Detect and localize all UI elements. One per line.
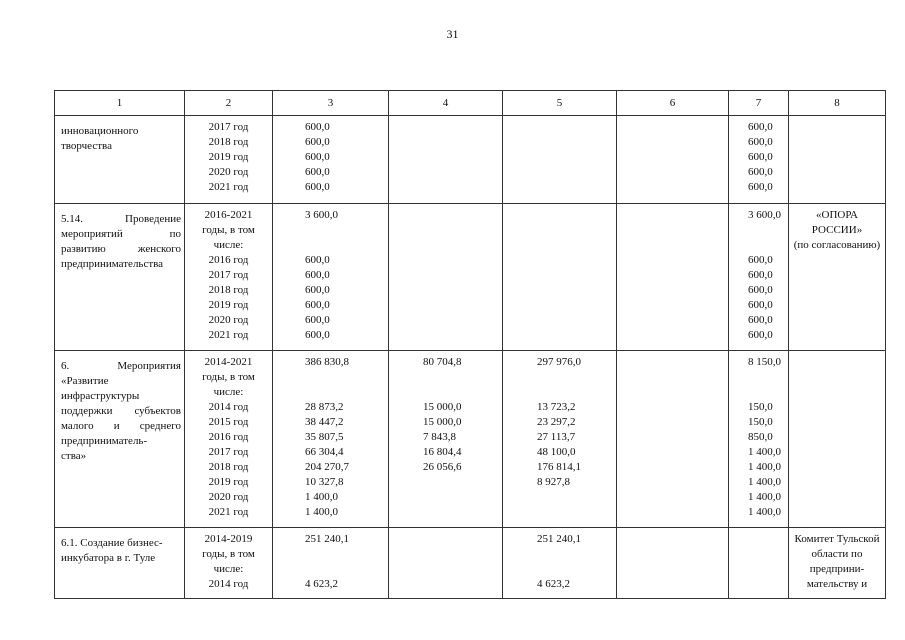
cell-line: 8 150,0 (748, 356, 781, 368)
cell-line: 2021 год (208, 181, 249, 193)
cell-line: 2014-2019 (204, 533, 253, 545)
cell-line (503, 562, 616, 577)
cell-line: мательству и (806, 578, 868, 590)
cell-line (729, 370, 788, 385)
cell-line: «ОПОРА (816, 209, 858, 221)
cell-line: 386 830,8 (305, 356, 349, 368)
header-row (55, 91, 886, 116)
cell-line: 2015 год (208, 416, 249, 428)
cell-col7 (729, 116, 789, 204)
cell-line: 2016 год (208, 254, 249, 266)
cell-line: 5.14. Проведение (61, 213, 181, 225)
cell-line: 600,0 (305, 151, 330, 163)
cell-line: 28 873,2 (305, 401, 344, 413)
cell-line (389, 490, 502, 505)
cell-line (273, 238, 388, 253)
cell-line: малого и среднего (61, 420, 181, 432)
cell-col3 (273, 528, 389, 599)
cell-line: 1 400,0 (748, 461, 781, 473)
cell-line: 2017 год (208, 269, 249, 281)
cell-line: 600,0 (305, 284, 330, 296)
cell-line: 10 327,8 (305, 476, 344, 488)
cell-line: инкубатора в г. Туле (61, 552, 156, 564)
cell-col4 (389, 204, 503, 351)
cell-line: (по согласованию) (793, 239, 881, 251)
cell-line (273, 223, 388, 238)
cell-line: 176 814,1 (537, 461, 581, 473)
cell-col7 (729, 351, 789, 528)
cell-line: 1 400,0 (748, 506, 781, 518)
cell-line: 600,0 (748, 299, 773, 311)
cell-line: числе: (213, 386, 244, 398)
cell-line: 2020 год (208, 491, 249, 503)
cell-col5 (503, 116, 617, 204)
cell-line: 600,0 (748, 136, 773, 148)
table-row (55, 204, 886, 351)
cell-line: 600,0 (305, 329, 330, 341)
cell-line: 600,0 (305, 136, 330, 148)
cell-line: поддержки субъектов (61, 405, 181, 417)
cell-col8 (789, 528, 886, 599)
cell-line (273, 547, 388, 562)
cell-line: 600,0 (305, 314, 330, 326)
cell-line: 2021 год (208, 329, 249, 341)
cell-line (729, 223, 788, 238)
cell-line: развитию женского (61, 243, 181, 255)
cell-col2 (185, 351, 273, 528)
cell-line: 66 304,4 (305, 446, 344, 458)
cell-line: 150,0 (748, 401, 773, 413)
cell-line (273, 385, 388, 400)
cell-col7 (729, 204, 789, 351)
cell-line: 1 400,0 (748, 476, 781, 488)
cell-line: 3 600,0 (305, 209, 338, 221)
table-row (55, 528, 886, 599)
cell-line: 600,0 (748, 181, 773, 193)
cell-col1 (55, 351, 185, 528)
cell-line: 23 297,2 (537, 416, 576, 428)
cell-line: инфраструктуры (61, 390, 140, 402)
cell-line: 204 270,7 (305, 461, 349, 473)
cell-line: 2014 год (208, 401, 249, 413)
cell-col4 (389, 528, 503, 599)
cell-line: «Развитие (61, 375, 109, 387)
cell-line (503, 547, 616, 562)
header-col-4: 4 (389, 91, 503, 116)
header-col-2: 2 (185, 91, 273, 116)
cell-line: 3 600,0 (748, 209, 781, 221)
cell-line: 1 400,0 (748, 491, 781, 503)
cell-line (503, 490, 616, 505)
cell-line: 2019 год (208, 476, 249, 488)
cell-col1 (55, 204, 185, 351)
cell-line: 600,0 (748, 314, 773, 326)
cell-line: области по (811, 548, 863, 560)
cell-col6 (617, 351, 729, 528)
cell-line (503, 370, 616, 385)
cell-line: 1 400,0 (305, 506, 338, 518)
header-col-3: 3 (273, 91, 389, 116)
cell-line: инновационного (61, 125, 139, 137)
cell-line: 2021 год (208, 506, 249, 518)
cell-col8 (789, 204, 886, 351)
cell-line: 2017 год (208, 446, 249, 458)
cell-line: 600,0 (748, 284, 773, 296)
cell-line: 600,0 (748, 151, 773, 163)
cell-line: 2016 год (208, 431, 249, 443)
cell-col3 (273, 204, 389, 351)
cell-line: 2018 год (208, 284, 249, 296)
cell-line (389, 505, 502, 520)
cell-line: 48 100,0 (537, 446, 576, 458)
cell-col6 (617, 204, 729, 351)
cell-line: 13 723,2 (537, 401, 576, 413)
cell-line: 7 843,8 (423, 431, 456, 443)
header-col-8: 8 (789, 91, 886, 116)
cell-line: числе: (213, 563, 244, 575)
cell-line: 80 704,8 (423, 356, 462, 368)
cell-line: 600,0 (748, 329, 773, 341)
cell-line (503, 505, 616, 520)
cell-line: предприниматель- (61, 435, 148, 447)
cell-col5 (503, 528, 617, 599)
cell-col8 (789, 351, 886, 528)
cell-line: предприни- (809, 563, 865, 575)
cell-line (729, 385, 788, 400)
cell-line: 4 623,2 (305, 578, 338, 590)
cell-col5 (503, 204, 617, 351)
cell-line: 2014-2021 (204, 356, 253, 368)
cell-col1 (55, 116, 185, 204)
cell-line: 850,0 (748, 431, 773, 443)
cell-line (389, 370, 502, 385)
cell-col2 (185, 116, 273, 204)
cell-line: 6.1. Создание бизнес- (61, 537, 163, 549)
cell-line: 35 807,5 (305, 431, 344, 443)
table-row (55, 116, 886, 204)
cell-line: 2018 год (208, 461, 249, 473)
header-col-5: 5 (503, 91, 617, 116)
cell-line: 27 113,7 (537, 431, 576, 443)
cell-col4 (389, 116, 503, 204)
cell-col1 (55, 528, 185, 599)
cell-col3 (273, 116, 389, 204)
cell-line: 26 056,6 (423, 461, 462, 473)
cell-line: 2018 год (208, 136, 249, 148)
cell-line: мероприятий по (61, 228, 181, 240)
cell-line: 2020 год (208, 314, 249, 326)
cell-line: годы, в том (202, 548, 255, 560)
cell-line: 600,0 (305, 181, 330, 193)
cell-line: числе: (213, 239, 244, 251)
cell-line (273, 562, 388, 577)
cell-line: предпринимательства (61, 258, 164, 270)
cell-line (503, 385, 616, 400)
page-number: 31 (446, 27, 459, 41)
cell-line: 600,0 (748, 269, 773, 281)
cell-line: 4 623,2 (537, 578, 570, 590)
cell-col6 (617, 528, 729, 599)
cell-line: Комитет Тульской (794, 533, 880, 545)
cell-line: 600,0 (305, 166, 330, 178)
cell-line (389, 385, 502, 400)
header-col-1: 1 (55, 91, 185, 116)
data-table (54, 90, 886, 599)
cell-line: 2020 год (208, 166, 249, 178)
cell-line: 2017 год (208, 121, 249, 133)
cell-line: 600,0 (305, 299, 330, 311)
cell-line: 15 000,0 (423, 401, 462, 413)
cell-line: 251 240,1 (305, 533, 349, 545)
cell-line: 2019 год (208, 299, 249, 311)
cell-line: 2019 год (208, 151, 249, 163)
cell-line: 1 400,0 (305, 491, 338, 503)
cell-line: 600,0 (305, 269, 330, 281)
cell-line: 297 976,0 (537, 356, 581, 368)
cell-line: 15 000,0 (423, 416, 462, 428)
cell-line: РОССИИ» (811, 224, 863, 236)
cell-line (273, 370, 388, 385)
cell-line: творчества (61, 140, 112, 152)
cell-col8 (789, 116, 886, 204)
cell-line: 600,0 (305, 254, 330, 266)
cell-line: 251 240,1 (537, 533, 581, 545)
cell-col3 (273, 351, 389, 528)
header-col-7: 7 (729, 91, 789, 116)
cell-line: 600,0 (748, 121, 773, 133)
cell-col2 (185, 528, 273, 599)
cell-line: 150,0 (748, 416, 773, 428)
table-row (55, 351, 886, 528)
cell-line: 1 400,0 (748, 446, 781, 458)
cell-line: 2014 год (208, 578, 249, 590)
cell-line: годы, в том (202, 371, 255, 383)
cell-col4 (389, 351, 503, 528)
cell-col7 (729, 528, 789, 599)
cell-line (729, 238, 788, 253)
cell-line: 2016-2021 (204, 209, 253, 221)
cell-col6 (617, 116, 729, 204)
cell-line: 600,0 (748, 166, 773, 178)
cell-line (389, 475, 502, 490)
cell-line: 600,0 (305, 121, 330, 133)
cell-line: годы, в том (202, 224, 255, 236)
header-col-6: 6 (617, 91, 729, 116)
cell-col2 (185, 204, 273, 351)
cell-line: ства» (61, 450, 87, 462)
cell-line: 16 804,4 (423, 446, 462, 458)
cell-line: 38 447,2 (305, 416, 344, 428)
cell-col5 (503, 351, 617, 528)
cell-line: 6. Мероприятия (61, 360, 181, 372)
cell-line: 600,0 (748, 254, 773, 266)
cell-line: 8 927,8 (537, 476, 570, 488)
